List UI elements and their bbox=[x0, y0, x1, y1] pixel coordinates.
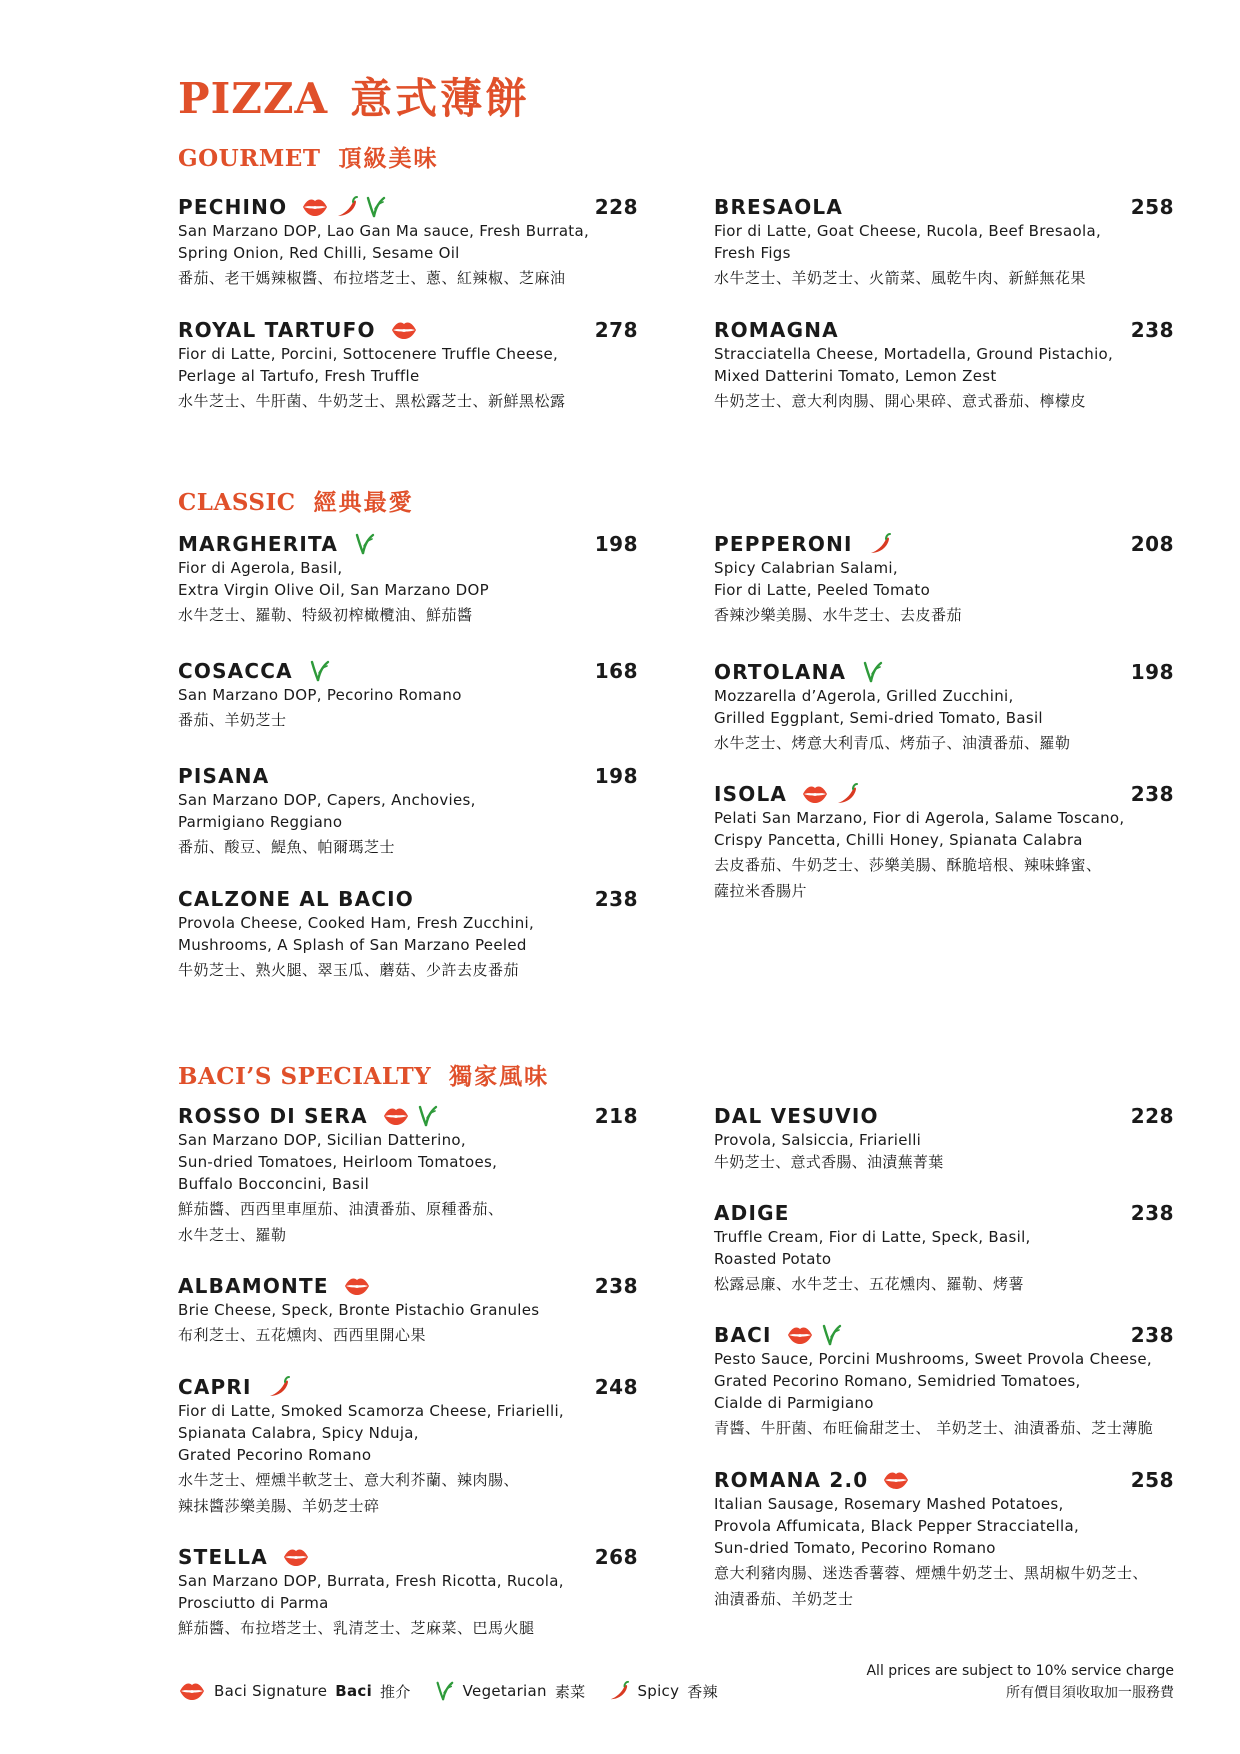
item-name: ROMANA 2.0 bbox=[714, 1468, 869, 1492]
lips-icon bbox=[882, 1469, 910, 1491]
item-desc-zh: 番茄、酸豆、鯷魚、帕爾瑪芝士 bbox=[178, 838, 396, 856]
menu-item-rosso-di-sera bbox=[178, 1103, 638, 1247]
item-desc-zh: 水牛芝士、牛肝菌、牛奶芝士、黑松露芝士、新鮮黑松露 bbox=[178, 392, 566, 410]
item-desc: Grilled Eggplant, Semi-dried Tomato, Basil bbox=[714, 709, 1043, 727]
note-zh: 所有價目須收取加一服務費 bbox=[1006, 1685, 1174, 1701]
item-desc-zh: 水牛芝士、羅勒、特級初榨橄欖油、鮮茄醬 bbox=[178, 606, 473, 624]
leaf-icon bbox=[819, 1323, 843, 1347]
menu-item-pisana bbox=[178, 763, 638, 859]
item-desc: Grated Pecorino Romano bbox=[178, 1446, 372, 1464]
item-desc: Provola Affumicata, Black Pepper Stracciatella, bbox=[714, 1517, 1080, 1535]
lips-icon bbox=[301, 196, 329, 218]
menu-item-pepperoni bbox=[714, 531, 1174, 627]
item-desc: Spring Onion, Red Chilli, Sesame Oil bbox=[178, 244, 460, 262]
item-desc-zh: 薩拉米香腸片 bbox=[714, 882, 808, 900]
item-price: 238 bbox=[1130, 318, 1174, 342]
menu-item-ortolana bbox=[714, 659, 1174, 755]
item-desc: Sun-dried Tomato, Pecorino Romano bbox=[714, 1539, 996, 1557]
item-desc-zh: 水牛芝士、羊奶芝士、火箭菜、風乾牛肉、新鮮無花果 bbox=[714, 269, 1087, 287]
item-desc: San Marzano DOP, Sicilian Datterino, bbox=[178, 1131, 466, 1149]
item-price: 248 bbox=[594, 1375, 638, 1399]
item-desc: Perlage al Tartufo, Fresh Truffle bbox=[178, 367, 420, 385]
legend-vegetarian bbox=[433, 1680, 586, 1702]
section-classic-en: CLASSIC bbox=[178, 489, 296, 516]
menu-item-calzone-al-bacio bbox=[178, 886, 638, 982]
item-name: ISOLA bbox=[714, 782, 788, 806]
section-heading-specialty bbox=[178, 1058, 549, 1091]
note-en: All prices are subject to 10% service charge bbox=[866, 1663, 1174, 1679]
item-desc: Pesto Sauce, Porcini Mushrooms, Sweet Provola Cheese, bbox=[714, 1350, 1152, 1368]
item-desc: Fior di Latte, Goat Cheese, Rucola, Beef Bresaola, bbox=[714, 222, 1102, 240]
item-desc: San Marzano DOP, Burrata, Fresh Ricotta, Rucola, bbox=[178, 1572, 564, 1590]
lips-icon bbox=[786, 1324, 814, 1346]
item-desc-zh: 松露忌廉、水牛芝士、五花燻肉、羅勒、烤薯 bbox=[714, 1275, 1025, 1293]
item-desc-zh: 牛奶芝士、意式香腸、油漬蕪菁葉 bbox=[714, 1153, 944, 1171]
title-zh: 意式薄餅 bbox=[350, 74, 531, 123]
menu-item-cosacca bbox=[178, 658, 638, 732]
menu-item-isola bbox=[714, 781, 1174, 903]
menu-item-dal-vesuvio bbox=[714, 1103, 1174, 1173]
menu-item-bresaola bbox=[714, 194, 1174, 290]
chili-icon bbox=[266, 1375, 290, 1399]
item-price: 228 bbox=[594, 195, 638, 219]
legend-spicy-label: Spicy bbox=[637, 1682, 680, 1700]
page-title bbox=[178, 66, 530, 126]
section-heading-gourmet bbox=[178, 140, 438, 173]
chili-icon bbox=[334, 195, 358, 219]
item-price: 198 bbox=[594, 764, 638, 788]
item-desc: Roasted Potato bbox=[714, 1250, 832, 1268]
item-desc: Stracciatella Cheese, Mortadella, Ground Pistachio, bbox=[714, 345, 1114, 363]
item-desc: San Marzano DOP, Lao Gan Ma sauce, Fresh Burrata, bbox=[178, 222, 590, 240]
item-desc: Mixed Datterini Tomato, Lemon Zest bbox=[714, 367, 997, 385]
menu-item-albamonte bbox=[178, 1273, 638, 1347]
menu-item-baci bbox=[714, 1322, 1174, 1440]
item-desc: Sun-dried Tomatoes, Heirloom Tomatoes, bbox=[178, 1153, 498, 1171]
item-price: 238 bbox=[1130, 1323, 1174, 1347]
menu-item-capri bbox=[178, 1374, 638, 1518]
section-specialty-zh: 獨家風味 bbox=[449, 1063, 550, 1090]
section-gourmet-zh: 頂級美味 bbox=[338, 145, 439, 172]
item-desc-zh: 水牛芝士、煙燻半軟芝士、意大利芥蘭、辣肉腸、 bbox=[178, 1471, 520, 1489]
item-name: STELLA bbox=[178, 1545, 268, 1569]
chili-icon bbox=[607, 1680, 629, 1702]
leaf-icon bbox=[363, 195, 387, 219]
lips-icon bbox=[178, 1680, 206, 1702]
legend-signature bbox=[178, 1680, 411, 1702]
menu-item-margherita bbox=[178, 531, 638, 627]
item-name: DAL VESUVIO bbox=[714, 1104, 879, 1128]
title-en: PIZZA bbox=[178, 74, 329, 123]
item-desc: Fior di Latte, Peeled Tomato bbox=[714, 581, 931, 599]
item-desc: Fior di Latte, Porcini, Sottocenere Truffle Cheese, bbox=[178, 345, 559, 363]
item-desc: Fresh Figs bbox=[714, 244, 791, 262]
item-desc-zh: 香辣沙樂美腸、水牛芝士、去皮番茄 bbox=[714, 606, 963, 624]
item-desc-zh: 辣抹醬莎樂美腸、羊奶芝士碎 bbox=[178, 1497, 380, 1515]
item-name: ROYAL TARTUFO bbox=[178, 318, 376, 342]
item-price: 258 bbox=[1130, 1468, 1174, 1492]
item-desc-zh: 水牛芝士、烤意大利青瓜、烤茄子、油漬番茄、羅勒 bbox=[714, 734, 1071, 752]
leaf-icon bbox=[860, 660, 884, 684]
item-desc-zh: 番茄、老干媽辣椒醬、布拉塔芝士、蔥、紅辣椒、芝麻油 bbox=[178, 269, 566, 287]
item-price: 238 bbox=[594, 1274, 638, 1298]
service-charge-note bbox=[866, 1660, 1174, 1704]
item-desc: Truffle Cream, Fior di Latte, Speck, Basil, bbox=[714, 1228, 1031, 1246]
item-desc: Extra Virgin Olive Oil, San Marzano DOP bbox=[178, 581, 489, 599]
item-desc: Fior di Latte, Smoked Scamorza Cheese, Friarielli, bbox=[178, 1402, 564, 1420]
menu-item-romagna bbox=[714, 317, 1174, 413]
item-desc: Parmigiano Reggiano bbox=[178, 813, 343, 831]
item-desc: Mozzarella d’Agerola, Grilled Zucchini, bbox=[714, 687, 1014, 705]
chili-icon bbox=[867, 532, 891, 556]
section-heading-classic bbox=[178, 484, 414, 517]
item-price: 228 bbox=[1130, 1104, 1174, 1128]
chili-icon bbox=[834, 782, 858, 806]
leaf-icon bbox=[415, 1104, 439, 1128]
item-name: PEPPERONI bbox=[714, 532, 853, 556]
item-price: 198 bbox=[594, 532, 638, 556]
item-price: 258 bbox=[1130, 195, 1174, 219]
item-price: 238 bbox=[594, 887, 638, 911]
item-desc-zh: 鮮茄醬、西西里車厘茄、油漬番茄、原種番茄、 bbox=[178, 1200, 504, 1218]
item-desc-zh: 去皮番茄、牛奶芝士、莎樂美腸、酥脆培根、辣味蜂蜜、 bbox=[714, 856, 1102, 874]
item-name: BACI bbox=[714, 1323, 772, 1347]
legend-veg-zh: 素菜 bbox=[554, 1682, 586, 1701]
item-desc: Pelati San Marzano, Fior di Agerola, Salame Toscano, bbox=[714, 809, 1125, 827]
item-desc: Mushrooms, A Splash of San Marzano Peeled bbox=[178, 936, 527, 954]
item-price: 238 bbox=[1130, 1201, 1174, 1225]
item-name: PECHINO bbox=[178, 195, 288, 219]
item-desc-zh: 意大利豬肉腸、迷迭香薯蓉、煙燻牛奶芝士、黑胡椒牛奶芝士、 bbox=[714, 1564, 1149, 1582]
item-name: ROSSO DI SERA bbox=[178, 1104, 368, 1128]
item-name: ALBAMONTE bbox=[178, 1274, 329, 1298]
item-desc-zh: 青醬、牛肝菌、布旺倫甜芝士、 羊奶芝士、油漬番茄、芝士薄脆 bbox=[714, 1419, 1154, 1437]
leaf-icon bbox=[352, 532, 376, 556]
menu-item-adige bbox=[714, 1200, 1174, 1296]
item-desc: San Marzano DOP, Capers, Anchovies, bbox=[178, 791, 476, 809]
item-desc: Provola Cheese, Cooked Ham, Fresh Zucchini, bbox=[178, 914, 535, 932]
item-desc-zh: 牛奶芝士、意大利肉腸、開心果碎、意式番茄、檸檬皮 bbox=[714, 392, 1087, 410]
item-desc-zh: 番茄、羊奶芝士 bbox=[178, 711, 287, 729]
lips-icon bbox=[343, 1275, 371, 1297]
item-desc-zh: 油漬番茄、羊奶芝士 bbox=[714, 1590, 854, 1608]
lips-icon bbox=[390, 319, 418, 341]
section-classic-zh: 經典最愛 bbox=[313, 489, 414, 516]
legend-veg-label: Vegetarian bbox=[462, 1682, 547, 1700]
item-price: 278 bbox=[594, 318, 638, 342]
item-price: 238 bbox=[1130, 782, 1174, 806]
item-desc: Fior di Agerola, Basil, bbox=[178, 559, 343, 577]
menu-item-romana bbox=[714, 1467, 1174, 1611]
item-desc: Grated Pecorino Romano, Semidried Tomatoes, bbox=[714, 1372, 1081, 1390]
item-name: ROMAGNA bbox=[714, 318, 839, 342]
lips-icon bbox=[282, 1546, 310, 1568]
legend-signature-label: Baci Signature bbox=[214, 1682, 328, 1700]
item-name: PISANA bbox=[178, 764, 270, 788]
legend-signature-zh: 推介 bbox=[380, 1682, 411, 1701]
section-specialty-en: BACI’S SPECIALTY bbox=[178, 1063, 432, 1090]
section-gourmet-en: GOURMET bbox=[178, 145, 321, 172]
item-desc: Italian Sausage, Rosemary Mashed Potatoes, bbox=[714, 1495, 1064, 1513]
item-desc-zh: 牛奶芝士、熟火腿、翠玉瓜、蘑菇、少許去皮番茄 bbox=[178, 961, 520, 979]
item-desc: Spianata Calabra, Spicy Nduja, bbox=[178, 1424, 419, 1442]
item-price: 198 bbox=[1130, 660, 1174, 684]
item-price: 218 bbox=[594, 1104, 638, 1128]
legend-spicy bbox=[607, 1680, 717, 1702]
menu-item-pechino bbox=[178, 194, 638, 290]
lips-icon bbox=[801, 783, 829, 805]
item-name: CAPRI bbox=[178, 1375, 252, 1399]
item-desc-zh: 鮮茄醬、布拉塔芝士、乳清芝士、芝麻菜、巴馬火腿 bbox=[178, 1619, 535, 1637]
item-desc: Crispy Pancetta, Chilli Honey, Spianata Calabra bbox=[714, 831, 1083, 849]
item-desc: Prosciutto di Parma bbox=[178, 1594, 329, 1612]
lips-icon bbox=[382, 1105, 410, 1127]
item-desc: Buffalo Bocconcini, Basil bbox=[178, 1175, 370, 1193]
item-price: 208 bbox=[1130, 532, 1174, 556]
item-name: BRESAOLA bbox=[714, 195, 844, 219]
menu-item-stella bbox=[178, 1544, 638, 1640]
item-desc-zh: 水牛芝士、羅勒 bbox=[178, 1226, 287, 1244]
leaf-icon bbox=[307, 659, 331, 683]
item-price: 268 bbox=[594, 1545, 638, 1569]
item-name: CALZONE AL BACIO bbox=[178, 887, 414, 911]
item-desc: Cialde di Parmigiano bbox=[714, 1394, 874, 1412]
item-name: ADIGE bbox=[714, 1201, 790, 1225]
item-price: 168 bbox=[594, 659, 638, 683]
item-desc: Brie Cheese, Speck, Bronte Pistachio Granules bbox=[178, 1301, 540, 1319]
item-desc: San Marzano DOP, Pecorino Romano bbox=[178, 686, 462, 704]
menu-item-royal-tartufo bbox=[178, 317, 638, 413]
legend bbox=[178, 1680, 740, 1702]
item-name: MARGHERITA bbox=[178, 532, 339, 556]
item-name: ORTOLANA bbox=[714, 660, 847, 684]
item-desc: Spicy Calabrian Salami, bbox=[714, 559, 898, 577]
item-desc-zh: 布利芝士、五花燻肉、西西里開心果 bbox=[178, 1326, 427, 1344]
item-name: COSACCA bbox=[178, 659, 293, 683]
legend-spicy-zh: 香辣 bbox=[687, 1682, 718, 1701]
item-desc: Provola, Salsiccia, Friarielli bbox=[714, 1131, 922, 1149]
legend-signature-brand: Baci bbox=[335, 1682, 373, 1700]
leaf-icon bbox=[433, 1680, 455, 1702]
